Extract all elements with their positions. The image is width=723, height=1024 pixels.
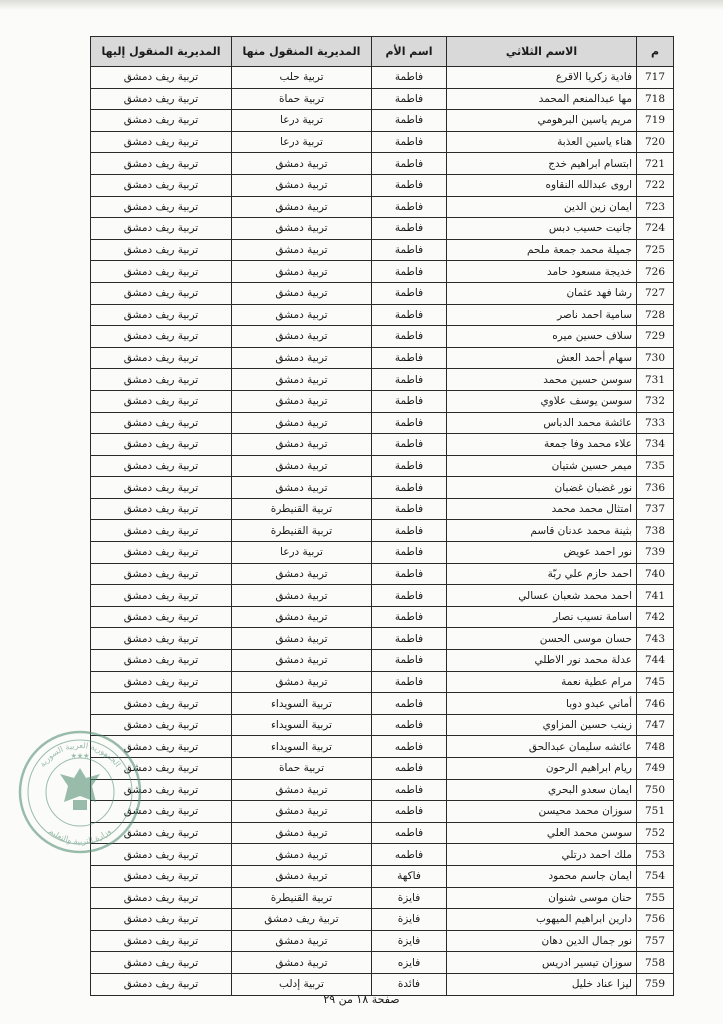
- row-from-directorate: تربية حماة: [232, 88, 372, 110]
- row-number: 746: [637, 693, 674, 715]
- table-row: [91, 153, 674, 175]
- row-to-directorate: تربية ريف دمشق: [91, 131, 232, 153]
- table-row: [91, 563, 674, 585]
- row-from-directorate: تربية دمشق: [232, 801, 372, 823]
- row-full-name: سوزان تيسير ادريس: [447, 952, 637, 974]
- row-number: 722: [637, 174, 674, 196]
- table-row: [91, 758, 674, 780]
- row-full-name: جانيت حسيب دبس: [447, 218, 637, 240]
- row-to-directorate: تربية ريف دمشق: [91, 261, 232, 283]
- row-full-name: مريم ياسين البرهومي: [447, 110, 637, 132]
- row-from-directorate: تربية دمشق: [232, 822, 372, 844]
- table-row: [91, 455, 674, 477]
- row-from-directorate: تربية القنيطرة: [232, 887, 372, 909]
- row-full-name: أماني عبدو دوبا: [447, 693, 637, 715]
- row-mother-name: فايزة: [372, 887, 447, 909]
- row-full-name: ريام ابراهيم الرحون: [447, 758, 637, 780]
- header-num: م: [637, 37, 674, 67]
- row-from-directorate: تربية دمشق: [232, 412, 372, 434]
- row-from-directorate: تربية دمشق: [232, 563, 372, 585]
- row-full-name: عائشه سليمان عبدالحق: [447, 736, 637, 758]
- table-row: [91, 88, 674, 110]
- table-row: [91, 714, 674, 736]
- table-row: [91, 585, 674, 607]
- row-full-name: نور جمال الدين دهان: [447, 930, 637, 952]
- row-to-directorate: تربية ريف دمشق: [91, 952, 232, 974]
- row-mother-name: فاطمة: [372, 542, 447, 564]
- row-to-directorate: تربية ريف دمشق: [91, 174, 232, 196]
- row-full-name: ايمان جاسم محمود: [447, 865, 637, 887]
- table-row: [91, 930, 674, 952]
- row-from-directorate: تربية دمشق: [232, 347, 372, 369]
- table-row: [91, 498, 674, 520]
- table-row: [91, 239, 674, 261]
- table-row: [91, 801, 674, 823]
- row-full-name: مرام عطية نعمة: [447, 671, 637, 693]
- row-from-directorate: تربية دمشق: [232, 239, 372, 261]
- row-number: 733: [637, 412, 674, 434]
- row-full-name: بثينة محمد عدنان قاسم: [447, 520, 637, 542]
- row-to-directorate: تربية ريف دمشق: [91, 714, 232, 736]
- row-to-directorate: تربية ريف دمشق: [91, 736, 232, 758]
- table-row: [91, 347, 674, 369]
- row-mother-name: فاطمة: [372, 153, 447, 175]
- row-full-name: احمد حازم علي ربّة: [447, 563, 637, 585]
- row-from-directorate: تربية دمشق: [232, 585, 372, 607]
- header-from: المديرية المنقول منها: [232, 37, 372, 67]
- row-to-directorate: تربية ريف دمشق: [91, 218, 232, 240]
- table-row: [91, 650, 674, 672]
- row-from-directorate: تربية دمشق: [232, 153, 372, 175]
- row-mother-name: فائدة: [372, 973, 447, 995]
- row-from-directorate: تربية السويداء: [232, 693, 372, 715]
- row-mother-name: فاطمة: [372, 434, 447, 456]
- row-mother-name: فاطمة: [372, 412, 447, 434]
- row-mother-name: فاطمه: [372, 736, 447, 758]
- row-full-name: ملك احمد درتلي: [447, 844, 637, 866]
- row-number: 754: [637, 865, 674, 887]
- row-full-name: ايمان زين الدين: [447, 196, 637, 218]
- row-mother-name: فاطمة: [372, 218, 447, 240]
- row-number: 748: [637, 736, 674, 758]
- row-full-name: عدلة محمد نور الاطلي: [447, 650, 637, 672]
- row-mother-name: فاطمة: [372, 563, 447, 585]
- row-from-directorate: تربية دمشق: [232, 650, 372, 672]
- header-mother: اسم الأم: [372, 37, 447, 67]
- header-name: الاسم الثلاثي: [447, 37, 637, 67]
- table-row: [91, 369, 674, 391]
- row-mother-name: فاطمة: [372, 498, 447, 520]
- row-mother-name: فايزة: [372, 930, 447, 952]
- row-to-directorate: تربية ريف دمشق: [91, 369, 232, 391]
- header-to: المديرية المنقول إليها: [91, 37, 232, 67]
- row-from-directorate: تربية دمشق: [232, 865, 372, 887]
- table-row: [91, 390, 674, 412]
- table-row: [91, 542, 674, 564]
- row-number: 743: [637, 628, 674, 650]
- row-number: 752: [637, 822, 674, 844]
- row-from-directorate: تربية دمشق: [232, 304, 372, 326]
- row-number: 731: [637, 369, 674, 391]
- row-full-name: دارين ابراهيم الميهوب: [447, 909, 637, 931]
- table-row: [91, 110, 674, 132]
- row-number: 753: [637, 844, 674, 866]
- row-to-directorate: تربية ريف دمشق: [91, 779, 232, 801]
- row-mother-name: فاطمة: [372, 282, 447, 304]
- table-row: [91, 952, 674, 974]
- row-from-directorate: تربية دمشق: [232, 326, 372, 348]
- row-from-directorate: تربية دمشق: [232, 671, 372, 693]
- row-number: 734: [637, 434, 674, 456]
- row-mother-name: فاطمة: [372, 390, 447, 412]
- row-number: 719: [637, 110, 674, 132]
- row-full-name: حسان موسى الحسن: [447, 628, 637, 650]
- row-from-directorate: تربية دمشق: [232, 261, 372, 283]
- row-to-directorate: تربية ريف دمشق: [91, 930, 232, 952]
- row-full-name: ايمان سعدو البحري: [447, 779, 637, 801]
- row-to-directorate: تربية ريف دمشق: [91, 304, 232, 326]
- row-mother-name: فاطمة: [372, 88, 447, 110]
- row-full-name: هناء ياسين العذبة: [447, 131, 637, 153]
- row-mother-name: فاطمة: [372, 196, 447, 218]
- row-mother-name: فاطمة: [372, 455, 447, 477]
- row-full-name: سامية احمد ناصر: [447, 304, 637, 326]
- row-from-directorate: تربية السويداء: [232, 736, 372, 758]
- row-number: 726: [637, 261, 674, 283]
- row-full-name: امتثال محمد محمد: [447, 498, 637, 520]
- row-number: 721: [637, 153, 674, 175]
- row-from-directorate: تربية دمشق: [232, 369, 372, 391]
- table-row: [91, 412, 674, 434]
- row-mother-name: فاطمة: [372, 585, 447, 607]
- row-from-directorate: تربية حلب: [232, 67, 372, 89]
- row-number: 732: [637, 390, 674, 412]
- row-to-directorate: تربية ريف دمشق: [91, 693, 232, 715]
- row-to-directorate: تربية ريف دمشق: [91, 844, 232, 866]
- row-to-directorate: تربية ريف دمشق: [91, 196, 232, 218]
- table-row: [91, 196, 674, 218]
- row-from-directorate: تربية دمشق: [232, 218, 372, 240]
- row-number: 755: [637, 887, 674, 909]
- row-from-directorate: تربية دمشق: [232, 282, 372, 304]
- row-number: 756: [637, 909, 674, 931]
- stamp-text-top: الجمهورية العربية السورية: [37, 740, 123, 769]
- row-to-directorate: تربية ريف دمشق: [91, 650, 232, 672]
- row-mother-name: فاطمة: [372, 304, 447, 326]
- row-full-name: سوسن يوسف علاوي: [447, 390, 637, 412]
- row-full-name: نور احمد عويض: [447, 542, 637, 564]
- table-row: [91, 218, 674, 240]
- row-number: 749: [637, 758, 674, 780]
- table-row: [91, 434, 674, 456]
- table-row: [91, 67, 674, 89]
- row-number: 720: [637, 131, 674, 153]
- row-mother-name: فاطمه: [372, 822, 447, 844]
- row-mother-name: فاطمه: [372, 758, 447, 780]
- table-row: [91, 477, 674, 499]
- ministry-stamp: [16, 728, 144, 856]
- table-row: [91, 520, 674, 542]
- row-from-directorate: تربية درعا: [232, 131, 372, 153]
- row-to-directorate: تربية ريف دمشق: [91, 563, 232, 585]
- table-row: [91, 865, 674, 887]
- row-full-name: احمد محمد شعبان عسالي: [447, 585, 637, 607]
- row-full-name: ليزا عناد خليل: [447, 973, 637, 995]
- row-to-directorate: تربية ريف دمشق: [91, 390, 232, 412]
- row-number: 738: [637, 520, 674, 542]
- stamp-stars: ★★★: [70, 752, 90, 760]
- row-mother-name: فاطمة: [372, 131, 447, 153]
- row-from-directorate: تربية حماة: [232, 758, 372, 780]
- row-to-directorate: تربية ريف دمشق: [91, 347, 232, 369]
- row-full-name: خديجة مسعود حامد: [447, 261, 637, 283]
- row-from-directorate: تربية دمشق: [232, 606, 372, 628]
- row-mother-name: فاطمة: [372, 347, 447, 369]
- row-full-name: حنان موسى شنوان: [447, 887, 637, 909]
- row-to-directorate: تربية ريف دمشق: [91, 887, 232, 909]
- row-full-name: جميلة محمد جمعة ملحم: [447, 239, 637, 261]
- row-to-directorate: تربية ريف دمشق: [91, 909, 232, 931]
- row-full-name: اسامة نسيب نصار: [447, 606, 637, 628]
- row-to-directorate: تربية ريف دمشق: [91, 758, 232, 780]
- row-from-directorate: تربية دمشق: [232, 952, 372, 974]
- row-to-directorate: تربية ريف دمشق: [91, 477, 232, 499]
- row-to-directorate: تربية ريف دمشق: [91, 822, 232, 844]
- row-from-directorate: تربية دمشق: [232, 390, 372, 412]
- row-to-directorate: تربية ريف دمشق: [91, 67, 232, 89]
- page-top-shadow: [0, 0, 723, 10]
- row-number: 750: [637, 779, 674, 801]
- row-number: 751: [637, 801, 674, 823]
- page-footer: صفحة ١٨ من ٢٩: [323, 993, 400, 1006]
- row-to-directorate: تربية ريف دمشق: [91, 282, 232, 304]
- row-full-name: زينب حسين المزاوي: [447, 714, 637, 736]
- row-number: 739: [637, 542, 674, 564]
- row-mother-name: فاطمة: [372, 174, 447, 196]
- row-number: 740: [637, 563, 674, 585]
- table-row: [91, 261, 674, 283]
- row-full-name: سوزان محمد محيسن: [447, 801, 637, 823]
- row-from-directorate: تربية ريف دمشق: [232, 909, 372, 931]
- table-row: [91, 693, 674, 715]
- row-from-directorate: تربية دمشق: [232, 174, 372, 196]
- table-row: [91, 304, 674, 326]
- row-mother-name: فاطمه: [372, 844, 447, 866]
- row-from-directorate: تربية السويداء: [232, 714, 372, 736]
- row-from-directorate: تربية دمشق: [232, 628, 372, 650]
- table-row: [91, 628, 674, 650]
- row-to-directorate: تربية ريف دمشق: [91, 326, 232, 348]
- row-full-name: ميمر حسين شتيان: [447, 455, 637, 477]
- row-full-name: علاء محمد وفا جمعة: [447, 434, 637, 456]
- row-mother-name: فايزة: [372, 909, 447, 931]
- row-mother-name: فاطمة: [372, 477, 447, 499]
- row-to-directorate: تربية ريف دمشق: [91, 110, 232, 132]
- row-mother-name: فاطمة: [372, 606, 447, 628]
- row-number: 725: [637, 239, 674, 261]
- row-to-directorate: تربية ريف دمشق: [91, 498, 232, 520]
- row-mother-name: فاطمة: [372, 261, 447, 283]
- row-number: 747: [637, 714, 674, 736]
- row-number: 742: [637, 606, 674, 628]
- row-number: 745: [637, 671, 674, 693]
- table-row: [91, 326, 674, 348]
- table-row: [91, 736, 674, 758]
- row-mother-name: فاطمه: [372, 714, 447, 736]
- row-number: 744: [637, 650, 674, 672]
- row-to-directorate: تربية ريف دمشق: [91, 671, 232, 693]
- table-row: [91, 844, 674, 866]
- table-row: [91, 822, 674, 844]
- table-body: [91, 67, 674, 996]
- eagle-emblem-icon: [60, 768, 100, 810]
- row-mother-name: فاطمه: [372, 779, 447, 801]
- row-to-directorate: تربية ريف دمشق: [91, 520, 232, 542]
- row-full-name: فادية زكريا الاقرع: [447, 67, 637, 89]
- row-to-directorate: تربية ريف دمشق: [91, 455, 232, 477]
- row-mother-name: فاطمة: [372, 520, 447, 542]
- row-full-name: سهام أحمد العش: [447, 347, 637, 369]
- row-mother-name: فايزه: [372, 952, 447, 974]
- table-row: [91, 174, 674, 196]
- row-to-directorate: تربية ريف دمشق: [91, 542, 232, 564]
- row-number: 757: [637, 930, 674, 952]
- row-to-directorate: تربية ريف دمشق: [91, 88, 232, 110]
- row-full-name: رشا فهد عثمان: [447, 282, 637, 304]
- row-from-directorate: تربية إدلب: [232, 973, 372, 995]
- row-to-directorate: تربية ريف دمشق: [91, 153, 232, 175]
- row-number: 759: [637, 973, 674, 995]
- table-row: [91, 909, 674, 931]
- row-from-directorate: تربية القنيطرة: [232, 520, 372, 542]
- row-mother-name: فاطمه: [372, 693, 447, 715]
- row-mother-name: فاطمه: [372, 801, 447, 823]
- row-number: 718: [637, 88, 674, 110]
- row-from-directorate: تربية دمشق: [232, 196, 372, 218]
- transfer-table: [90, 36, 674, 996]
- table-row: [91, 606, 674, 628]
- row-mother-name: فاطمة: [372, 671, 447, 693]
- row-mother-name: فاطمة: [372, 239, 447, 261]
- row-mother-name: فاطمة: [372, 369, 447, 391]
- row-number: 727: [637, 282, 674, 304]
- row-full-name: ابتسام ابراهيم خدج: [447, 153, 637, 175]
- row-full-name: سوسن حسين محمد: [447, 369, 637, 391]
- row-full-name: مها عبدالمنعم المحمد: [447, 88, 637, 110]
- row-to-directorate: تربية ريف دمشق: [91, 239, 232, 261]
- header-row: [91, 37, 674, 67]
- table-header: [91, 37, 674, 67]
- row-number: 729: [637, 326, 674, 348]
- row-full-name: اروى عبدالله النقاوه: [447, 174, 637, 196]
- table-row: [91, 131, 674, 153]
- row-number: 737: [637, 498, 674, 520]
- row-mother-name: فاطمة: [372, 67, 447, 89]
- row-from-directorate: تربية دمشق: [232, 844, 372, 866]
- row-full-name: سوسن محمد العلي: [447, 822, 637, 844]
- table-row: [91, 779, 674, 801]
- row-to-directorate: تربية ريف دمشق: [91, 865, 232, 887]
- row-to-directorate: تربية ريف دمشق: [91, 801, 232, 823]
- row-number: 728: [637, 304, 674, 326]
- row-to-directorate: تربية ريف دمشق: [91, 628, 232, 650]
- row-from-directorate: تربية دمشق: [232, 477, 372, 499]
- row-number: 724: [637, 218, 674, 240]
- table-row: [91, 671, 674, 693]
- row-number: 730: [637, 347, 674, 369]
- row-number: 758: [637, 952, 674, 974]
- row-from-directorate: تربية دمشق: [232, 930, 372, 952]
- row-full-name: نور غضبان غضبان: [447, 477, 637, 499]
- row-mother-name: فاطمة: [372, 110, 447, 132]
- row-to-directorate: تربية ريف دمشق: [91, 412, 232, 434]
- row-to-directorate: تربية ريف دمشق: [91, 973, 232, 995]
- row-number: 735: [637, 455, 674, 477]
- row-from-directorate: تربية دمشق: [232, 434, 372, 456]
- row-number: 717: [637, 67, 674, 89]
- row-to-directorate: تربية ريف دمشق: [91, 585, 232, 607]
- stamp-text-bottom: وزارة التربية والتعليم: [47, 826, 113, 847]
- table-row: [91, 887, 674, 909]
- row-number: 723: [637, 196, 674, 218]
- row-from-directorate: تربية دمشق: [232, 455, 372, 477]
- row-mother-name: فاكهة: [372, 865, 447, 887]
- table-row: [91, 973, 674, 995]
- row-full-name: سلاف حسين ميره: [447, 326, 637, 348]
- row-from-directorate: تربية درعا: [232, 110, 372, 132]
- row-full-name: عائشة محمد الدباس: [447, 412, 637, 434]
- row-from-directorate: تربية دمشق: [232, 779, 372, 801]
- row-number: 741: [637, 585, 674, 607]
- row-to-directorate: تربية ريف دمشق: [91, 606, 232, 628]
- row-from-directorate: تربية القنيطرة: [232, 498, 372, 520]
- row-mother-name: فاطمة: [372, 326, 447, 348]
- table-row: [91, 282, 674, 304]
- row-to-directorate: تربية ريف دمشق: [91, 434, 232, 456]
- row-mother-name: فاطمة: [372, 628, 447, 650]
- row-from-directorate: تربية درعا: [232, 542, 372, 564]
- row-mother-name: فاطمة: [372, 650, 447, 672]
- row-number: 736: [637, 477, 674, 499]
